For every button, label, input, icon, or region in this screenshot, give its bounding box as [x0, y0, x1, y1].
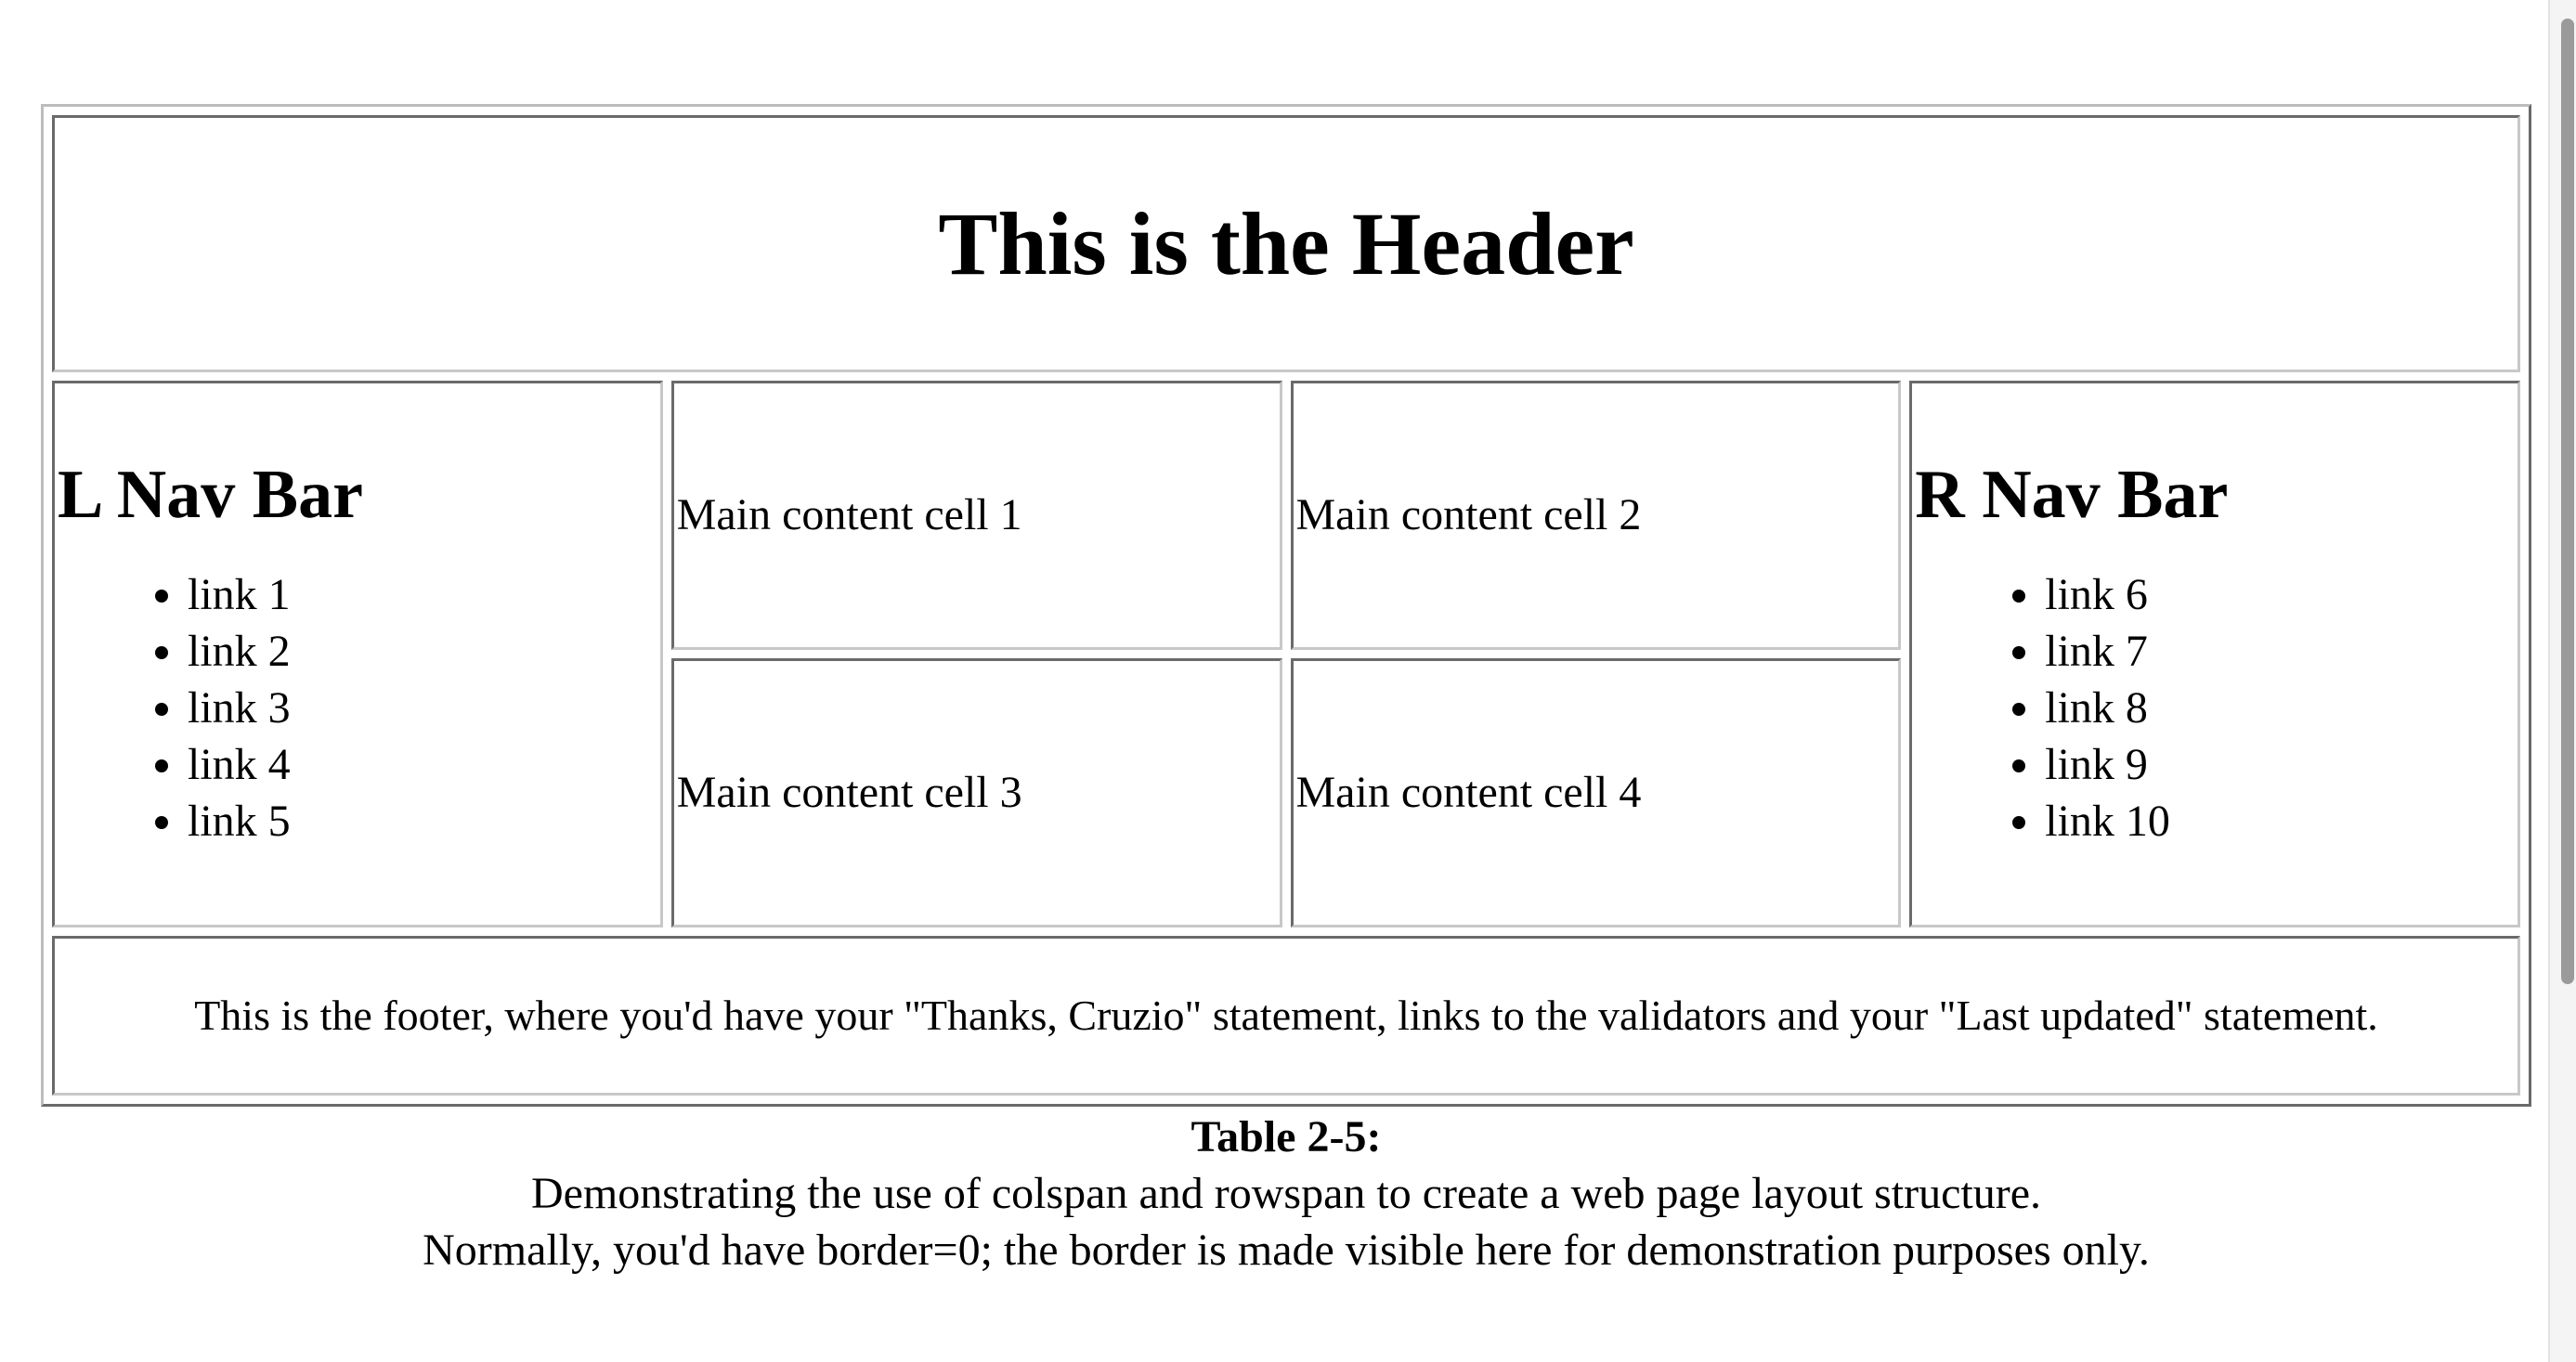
left-nav-link[interactable]: • link 1: [188, 566, 657, 623]
left-nav-link[interactable]: • link 5: [188, 793, 657, 850]
right-nav-link[interactable]: • link 6: [2045, 566, 2515, 623]
layout-table: [41, 104, 2531, 1107]
scrollbar-thumb[interactable]: [2561, 19, 2574, 984]
main-content-cell-1: Main content cell 1: [671, 381, 1282, 650]
left-nav-link[interactable]: • link 4: [188, 736, 657, 793]
right-nav-title: R Nav Bar: [1915, 457, 2229, 534]
right-nav-cell: [1909, 381, 2520, 927]
left-nav-list: [58, 566, 657, 850]
left-nav-link[interactable]: • link 2: [188, 623, 657, 680]
right-nav-link[interactable]: • link 9: [2045, 736, 2515, 793]
table-caption: [41, 1109, 2531, 1278]
caption-title: Table 2-5:: [1190, 1112, 1382, 1161]
main-content-cell-3: Main content cell 3: [671, 658, 1282, 927]
caption-line-1: Demonstrating the use of colspan and rowspan to create a web page layout structure.: [530, 1169, 2042, 1218]
left-nav-cell: [52, 381, 663, 927]
right-nav-link[interactable]: • link 10: [2045, 793, 2515, 850]
right-nav-link[interactable]: • link 8: [2045, 680, 2515, 736]
left-nav-link[interactable]: • link 3: [188, 680, 657, 736]
footer-cell: This is the footer, where you'd have your "Thanks, Cruzio" statement, links to the validators and your "Last updated" statement.: [52, 936, 2520, 1096]
main-content-cell-4: Main content cell 4: [1291, 658, 1902, 927]
left-nav-title: L Nav Bar: [58, 457, 363, 534]
right-nav-list: [1915, 566, 2515, 850]
main-content-cell-2: Main content cell 2: [1291, 381, 1902, 650]
right-nav-link[interactable]: • link 7: [2045, 623, 2515, 680]
vertical-scrollbar[interactable]: [2548, 0, 2576, 1362]
header-title: This is the Header: [938, 193, 1634, 293]
header-cell: [52, 115, 2520, 372]
caption-line-2: Normally, you'd have border=0; the border is made visible here for demonstration purposes only.: [423, 1226, 2150, 1275]
